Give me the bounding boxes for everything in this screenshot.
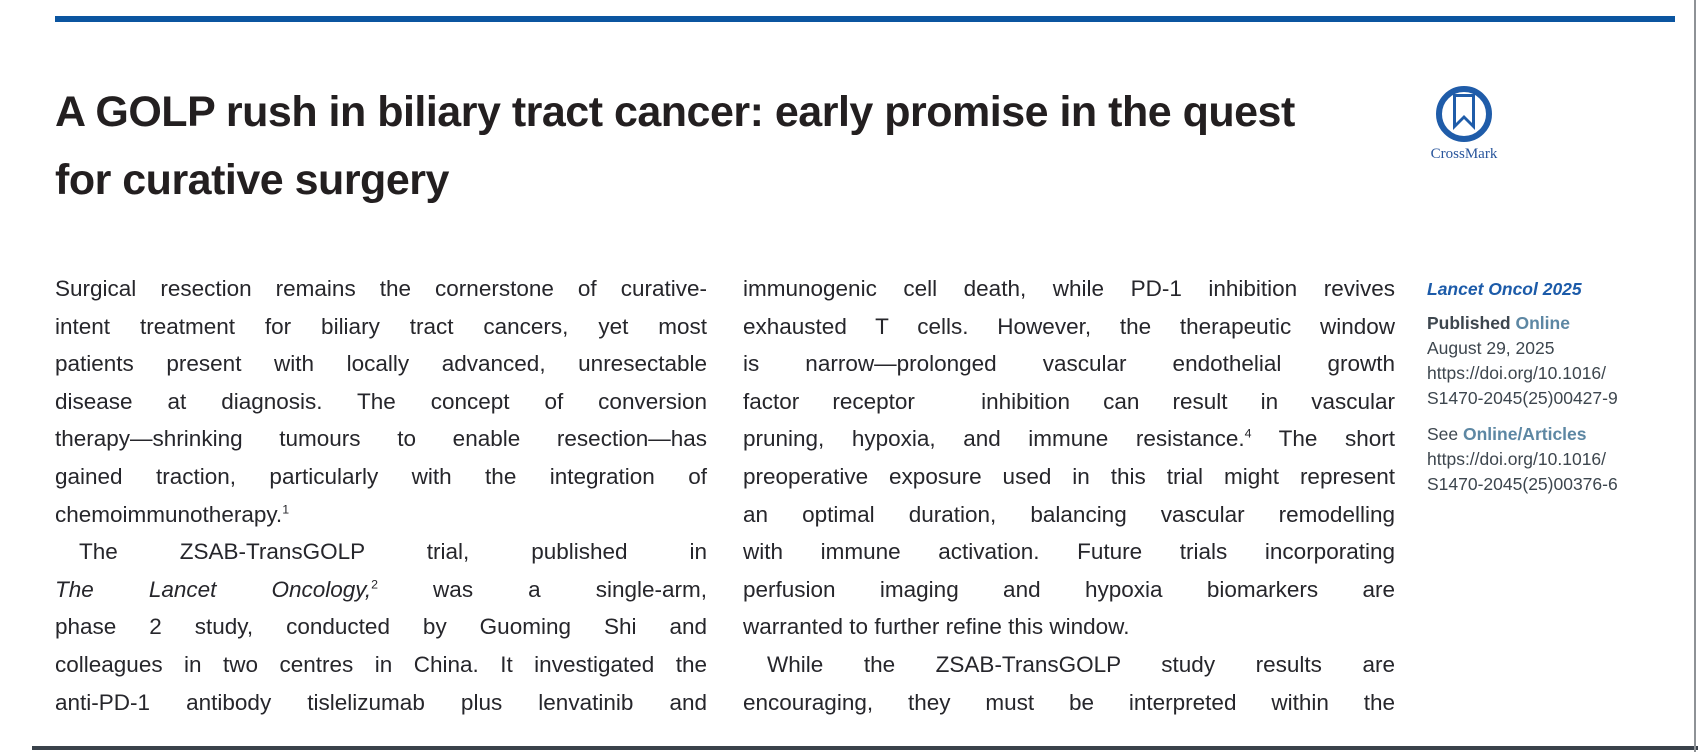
text-line: disease at diagnosis. The concept of conversion [55, 388, 707, 414]
text-line: with immune activation. Future trials incorporating [743, 539, 1395, 565]
bottom-rule-divider [32, 746, 1698, 750]
see-online-line [1427, 422, 1683, 447]
citation-sidebar [1427, 277, 1683, 508]
crossmark-label: CrossMark [1430, 146, 1498, 162]
published-online-link[interactable]: Online [1515, 313, 1570, 333]
published-date: August 29, 2025 [1427, 338, 1555, 358]
text-line: phase 2 study, conducted by Guoming Shi and [55, 614, 707, 640]
see-online-block [1427, 422, 1683, 497]
crossmark-badge[interactable] [1416, 86, 1512, 163]
text-line: intent treatment for biliary tract cancers, yet most [55, 313, 707, 339]
article-column-right [743, 270, 1395, 721]
text-line: therapy—shrinking tumours to enable resection—has [55, 426, 707, 452]
text-line: is narrow—prolonged vascular endothelial growth [743, 351, 1395, 377]
published-label: Published [1427, 313, 1516, 333]
text-line: perfusion imaging and hypoxia biomarkers are [743, 576, 1395, 602]
text-line: Surgical resection remains the cornerstone of curative- [55, 276, 707, 301]
published-online-block [1427, 311, 1683, 411]
text-line: chemoimmunotherapy.$^1$ [55, 501, 290, 527]
page-title-line1: A GOLP rush in biliary tract cancer: early promise in the quest [55, 88, 1295, 136]
text-line: The Lancet Oncology,$^2$ was a single-arm, [55, 576, 708, 602]
text-line: factor receptor inhibition can result in vascular [743, 388, 1395, 414]
article-column-left [55, 270, 707, 721]
text-line: pruning, hypoxia, and immune resistance.$^4$ The short [743, 426, 1396, 452]
text-line: gained traction, particularly with the integration of [55, 463, 707, 489]
crossmark-icon [1416, 86, 1512, 142]
doi-link-article[interactable]: https://doi.org/10.1016/ S1470-2045(25)00427-9 [1427, 363, 1618, 408]
text-line: immunogenic cell death, while PD-1 inhibition revives [743, 276, 1395, 301]
page-title [55, 78, 1385, 214]
doi-link-related[interactable]: https://doi.org/10.1016/ S1470-2045(25)00376-6 [1427, 449, 1618, 494]
text-line: warranted to further refine this window. [743, 614, 1130, 640]
top-rule-divider [55, 16, 1675, 22]
text-line: patients present with locally advanced, unresectable [55, 351, 707, 377]
text-line: colleagues in two centres in China. It investigated the [55, 651, 707, 677]
page-right-border [1694, 0, 1696, 752]
journal-citation: Lancet Oncol 2025 [1427, 279, 1582, 299]
see-online-articles-link[interactable]: Online/Articles [1463, 424, 1587, 444]
see-label: See [1427, 424, 1463, 444]
published-online-line [1427, 311, 1683, 336]
text-line: preoperative exposure used in this trial might represent [743, 463, 1395, 489]
text-line: The ZSAB-TransGOLP trial, published in [79, 539, 707, 565]
page-title-line2: for curative surgery [55, 156, 449, 204]
text-line: anti-PD-1 antibody tislelizumab plus lenvatinib and [55, 689, 707, 715]
text-line: While the ZSAB-TransGOLP study results are [767, 651, 1395, 677]
text-line: an optimal duration, balancing vascular remodelling [743, 501, 1395, 527]
text-line: encouraging, they must be interpreted within the [743, 689, 1395, 715]
text-line: exhausted T cells. However, the therapeutic window [743, 313, 1395, 339]
